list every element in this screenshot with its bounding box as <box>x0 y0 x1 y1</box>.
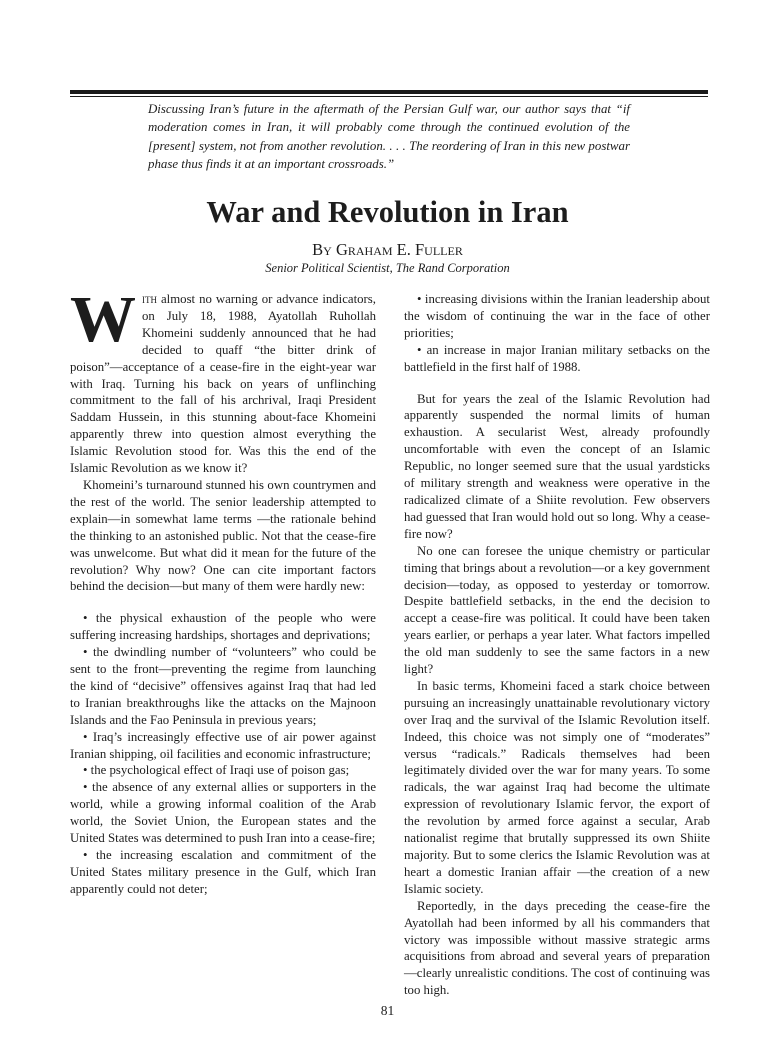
article-title: War and Revolution in Iran <box>206 195 569 229</box>
spacer <box>70 595 376 610</box>
paragraph: But for years the zeal of the Islamic Revolution had apparently suspended the normal limits of human exhaustion. A secularist West, already profoundly uncomfortable with even the concept of an Islamic Republic, no longer seemed sure that the usual yardsticks of military strength and weakness were operative in the radicalized climate of a Shiite revolution. Few observers had guessed that Iran would hold out so long. Why a cease-fire now? <box>404 391 710 541</box>
bullet-item: • the absence of any external allies or supporters in the world, while a growing informal coalition of the Arab world, the Soviet Union, the European states and the United States was determined to push Iran into a cease-fire; <box>70 780 376 846</box>
bullet-item: • increasing divisions within the Iranian leadership about the wisdom of continuing the war in the face of other priorities; <box>404 292 710 340</box>
header-rule-thin <box>70 96 708 97</box>
bullet-item: • the increasing escalation and commitment of the United States military presence in the Gulf, which Iran apparently could not deter; <box>70 848 376 896</box>
page-number: 81 <box>380 1003 395 1018</box>
bullet-item: • an increase in major Iranian military setbacks on the battlefield in the first half of 1988. <box>404 342 710 374</box>
right-column <box>404 291 710 999</box>
opening-text: almost no warning or advance indicators, on July 18, 1988, Ayatollah Ruhollah Khomeini suddenly announced that he had decided to quaff “the bitter drink of poison”—acceptance of a cease-fire in the eight-year war with Iraq. Turning his back on years of unflinching commitment to the fall of his archrival, Iraqi President Saddam Hussein, in this stunning about-face Khomeini apparently threw into question almost everything the Islamic Revolution stood for. Was this the end of the Islamic Revolution as we know it? <box>70 292 376 476</box>
author-affiliation: Senior Political Scientist, The Rand Corporation <box>265 261 510 275</box>
paragraph: No one can foresee the unique chemistry or particular timing that brings about a revolution—or a key government decision—today, as opposed to yesterday or tomorrow. Despite battlefield setbacks, in the end the decision to accept a cease-fire was political. It could have been taken years earlier, or perhaps a year later. What factors impelled the old man suddenly to see the same factors in a new light? <box>404 543 710 677</box>
bullet-item: • the psychological effect of Iraqi use of poison gas; <box>83 763 350 778</box>
paragraph: In basic terms, Khomeini faced a stark choice between pursuing an increasingly unattainable revolutionary victory over Iraq and the survival of the Islamic Revolution itself. Indeed, this choice was not simply one of “moderates” versus “radicals.” Radicals themselves had been legitimately divided over the war for many years. To some radicals, the war against Iraq had become the ultimate expression of revolutionary Islamic fervor, the export of the revolution by armed force against a secular, Arab nationalist regime that brutally suppressed its own Shiite majority. But to some clerics the Islamic Revolution was at heart a domestic Iranian affair —the creation of a new Islamic society. <box>404 678 710 896</box>
lead-in: ith <box>142 292 157 306</box>
intro-blurb: Discussing Iran’s future in the aftermath of the Persian Gulf war, our author says that “if moderation comes in Iran, it will probably come through the continued evolution of the [present] system, not from another revolution. . . . The reordering of Iran in this new postwar phase thus finds it at an important crossroads.” <box>148 102 630 172</box>
left-column <box>70 283 376 898</box>
author-byline: By Graham E. Fuller <box>312 240 463 259</box>
bullet-item: • Iraq’s increasingly effective use of air power against Iranian shipping, oil facilities and economic infrastructure; <box>70 729 376 761</box>
opening-paragraph <box>70 283 376 477</box>
spacer <box>404 376 710 391</box>
bullet-item: • the physical exhaustion of the people who were suffering increasing hardships, shortages and deprivations; <box>70 611 376 643</box>
drop-cap: W <box>70 283 136 356</box>
bullet-item: • the dwindling number of “volunteers” who could be sent to the front—preventing the regime from launching the kind of “decisive” offensives against Iraq that had led to Iranian breakthroughs like the attacks on the Majnoon Islands and the Fao Peninsula in previous years; <box>70 645 376 727</box>
paragraph: Khomeini’s turnaround stunned his own countrymen and the rest of the world. The senior leadership attempted to explain—in somewhat lame terms —the rationale behind the thinking to an astonished public. Not that the cease-fire was unwelcome. But what did it mean for the future of the revolution? Why now? One can cite important factors behind the decision—but many of them were hardly new: <box>70 477 376 594</box>
header-rule-thick <box>70 90 708 94</box>
paragraph: Reportedly, in the days preceding the cease-fire the Ayatollah had been informed by all his commanders that victory was impossible without massive strategic arms acquisitions from abroad and several years of preparation—clearly unrealistic conditions. The cost of continuing was too high. <box>404 898 710 998</box>
